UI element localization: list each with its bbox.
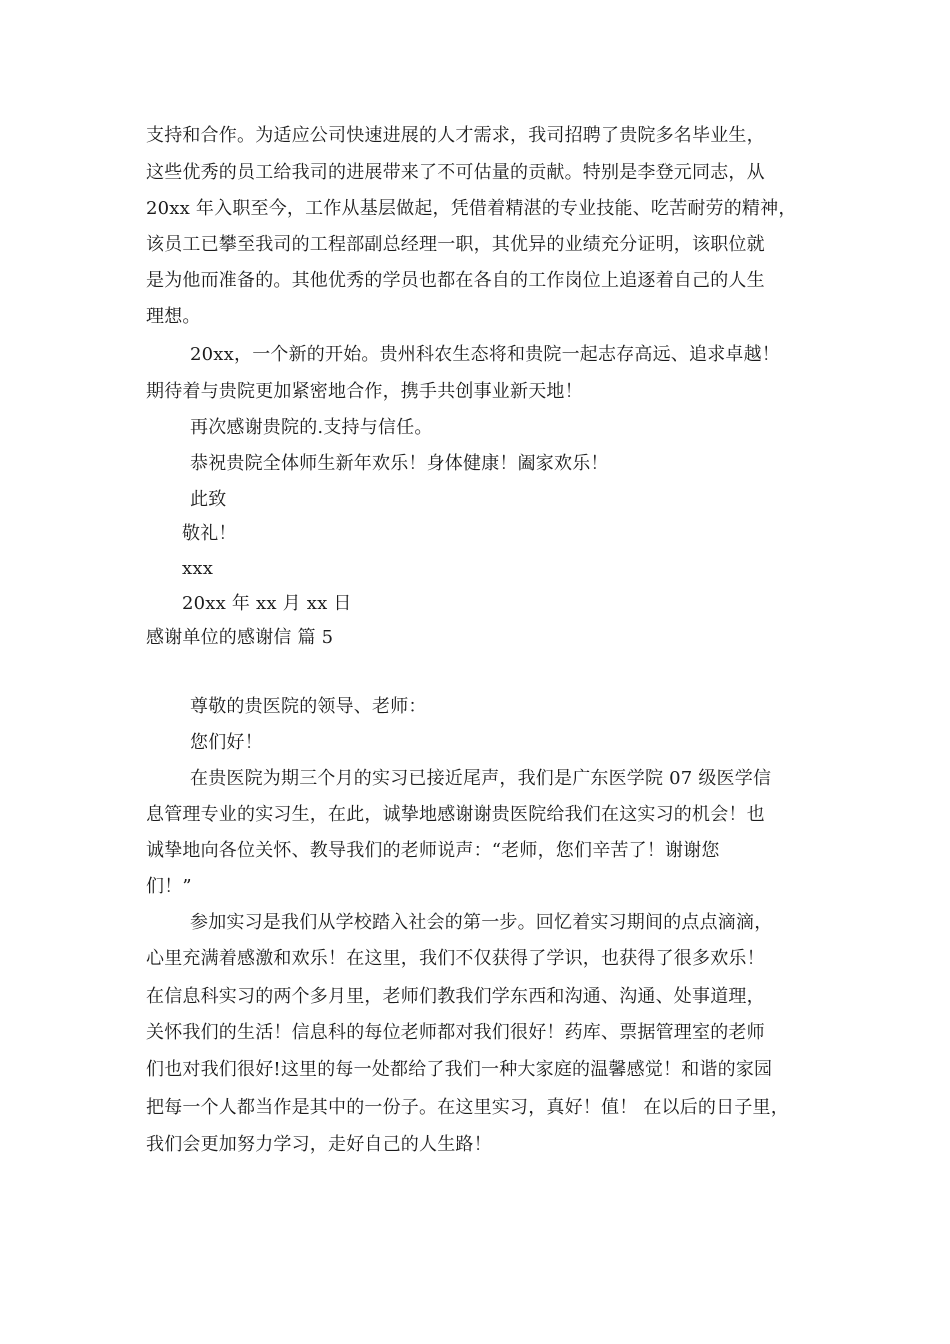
signature: xxx [182, 558, 214, 579]
greeting: 您们好！ [190, 732, 263, 753]
closing-jingli: 敬礼！ [182, 523, 237, 544]
paragraph-line: 参加实习是我们从学校踏入社会的第一步。回忆着实习期间的点点滴滴， [190, 912, 773, 933]
paragraph-line: 关怀我们的生活！信息科的每位老师都对我们很好！药库、票据管理室的老师 [146, 1022, 765, 1043]
paragraph-line: 心里充满着感激和欢乐！在这里，我们不仅获得了学识，也获得了很多欢乐！ [146, 948, 765, 969]
section-title: 感谢单位的感谢信 篇 5 [146, 627, 334, 648]
paragraph-line: 们！” [146, 876, 192, 897]
paragraph-line: 我们会更加努力学习，走好自己的人生路！ [146, 1134, 492, 1155]
paragraph-line: 在信息科实习的两个多月里，老师们教我们学东西和沟通、沟通、处事道理， [146, 986, 765, 1007]
paragraph-line: 支持和合作。为适应公司快速进展的人才需求，我司招聘了贵院多名毕业生， [146, 125, 765, 146]
salutation: 尊敬的贵医院的领导、老师： [190, 696, 427, 717]
paragraph-line: 理想。 [146, 306, 201, 327]
paragraph-line: 们也对我们很好!这里的每一处都给了我们一种大家庭的温馨感觉！和谐的家园 [146, 1059, 773, 1080]
paragraph-line: 是为他而准备的。其他优秀的学员也都在各自的工作岗位上追逐着自己的人生 [146, 270, 765, 291]
paragraph-line: 把每一个人都当作是其中的一份子。在这里实习，真好！值！ 在以后的日子里， [146, 1097, 789, 1118]
paragraph-line: 息管理专业的实习生，在此，诚挚地感谢谢贵医院给我们在这实习的机会！也 [146, 804, 765, 825]
closing-cizhi: 此致 [190, 489, 227, 510]
paragraph-line: 这些优秀的员工给我司的进展带来了不可估量的贡献。特别是李登元同志，从 [146, 162, 765, 183]
paragraph-line: 20xx，一个新的开始。贵州科农生态将和贵院一起志存高远、追求卓越！ [190, 344, 781, 365]
paragraph-line: 期待着与贵院更加紧密地合作，携手共创事业新天地！ [146, 381, 583, 402]
paragraph-line: 该员工已攀至我司的工程部副总经理一职，其优异的业绩充分证明，该职位就 [146, 234, 765, 255]
paragraph-line: 20xx 年入职至今，工作从基层做起，凭借着精湛的专业技能、吃苦耐劳的精神， [146, 198, 797, 219]
paragraph-line: 诚挚地向各位关怀、教导我们的老师说声：“老师，您们辛苦了！谢谢您 [146, 840, 720, 861]
thanks-line: 再次感谢贵院的.支持与信任。 [190, 417, 433, 438]
letter-date: 20xx 年 xx 月 xx 日 [182, 593, 352, 614]
wishes-line: 恭祝贵院全体师生新年欢乐！身体健康！阖家欢乐！ [190, 453, 609, 474]
paragraph-line: 在贵医院为期三个月的实习已接近尾声，我们是广东医学院 07 级医学信 [190, 768, 772, 789]
